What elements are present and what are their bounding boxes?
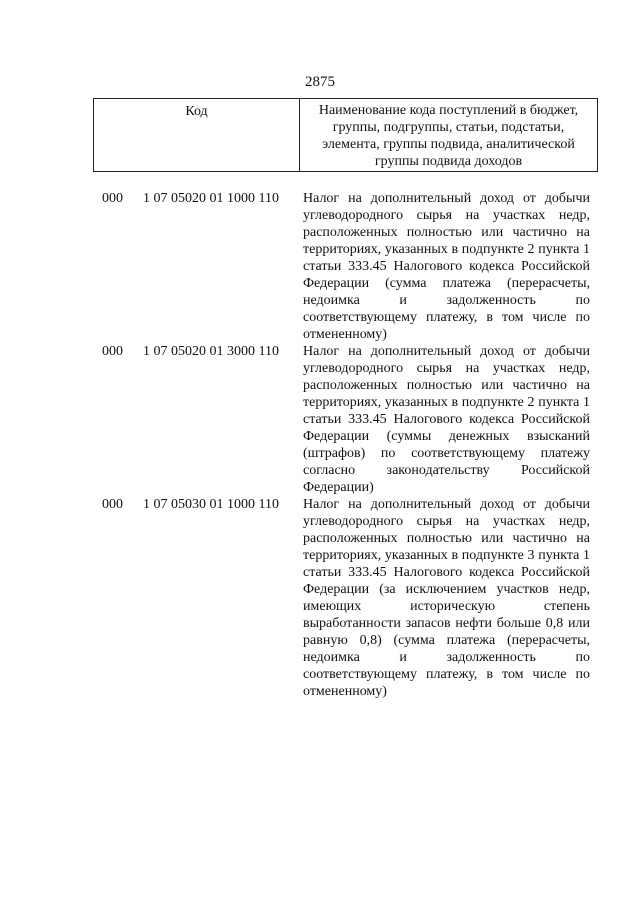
row-description: Налог на дополнительный доход от добычи углеводородного сырья на участках недр, расположенных полностью или частично на территориях, указанных в подпункте 2 пункта 1 статьи 333.45 Налогового кодекса Российской Федерации (суммы денежных взысканий (штрафов) по соответствующему платежу согласно законодательству Российской Федерации) (303, 344, 590, 495)
row-description: Налог на дополнительный доход от добычи углеводородного сырья на участках недр, расположенных полностью или частично на территориях, указанных в подпункте 2 пункта 1 статьи 333.45 Налогового кодекса Российской Федерации (сумма платежа (перерасчеты, недоимка и задолженность по соответствующему платежу, в том числе по отмененному) (303, 191, 590, 342)
row-income-code: 1 07 05020 01 3000 110 (143, 344, 279, 359)
row-admin-code: 000 (102, 191, 123, 206)
table-row (0, 343, 640, 496)
row-description: Налог на дополнительный доход от добычи углеводородного сырья на участках недр, расположенных полностью или частично на территориях, указанных в подпункте 3 пункта 1 статьи 333.45 Налогового кодекса Российской Федерации (за исключением участков недр, имеющих историческую степень выработанности запасов нефти больше 0,8 или равную 0,8) (сумма платежа (перерасчеты, недоимка и задолженность по соответствующему платежу, в том числе по отмененному) (303, 497, 590, 699)
row-admin-code: 000 (102, 497, 123, 512)
row-income-code: 1 07 05030 01 1000 110 (143, 497, 279, 512)
row-income-code: 1 07 05020 01 1000 110 (143, 191, 279, 206)
header-name-column: Наименование кода поступлений в бюджет, группы, подгруппы, статьи, подстатьи, элемента, группы подвида, аналитической группы подвида доходов (318, 103, 579, 169)
table-row (0, 190, 640, 343)
row-admin-code: 000 (102, 344, 123, 359)
table-row (0, 496, 640, 700)
table-body (0, 190, 640, 700)
header-code-column: Код (94, 99, 300, 171)
page-number: 2875 (305, 74, 335, 90)
table-header (93, 98, 598, 172)
